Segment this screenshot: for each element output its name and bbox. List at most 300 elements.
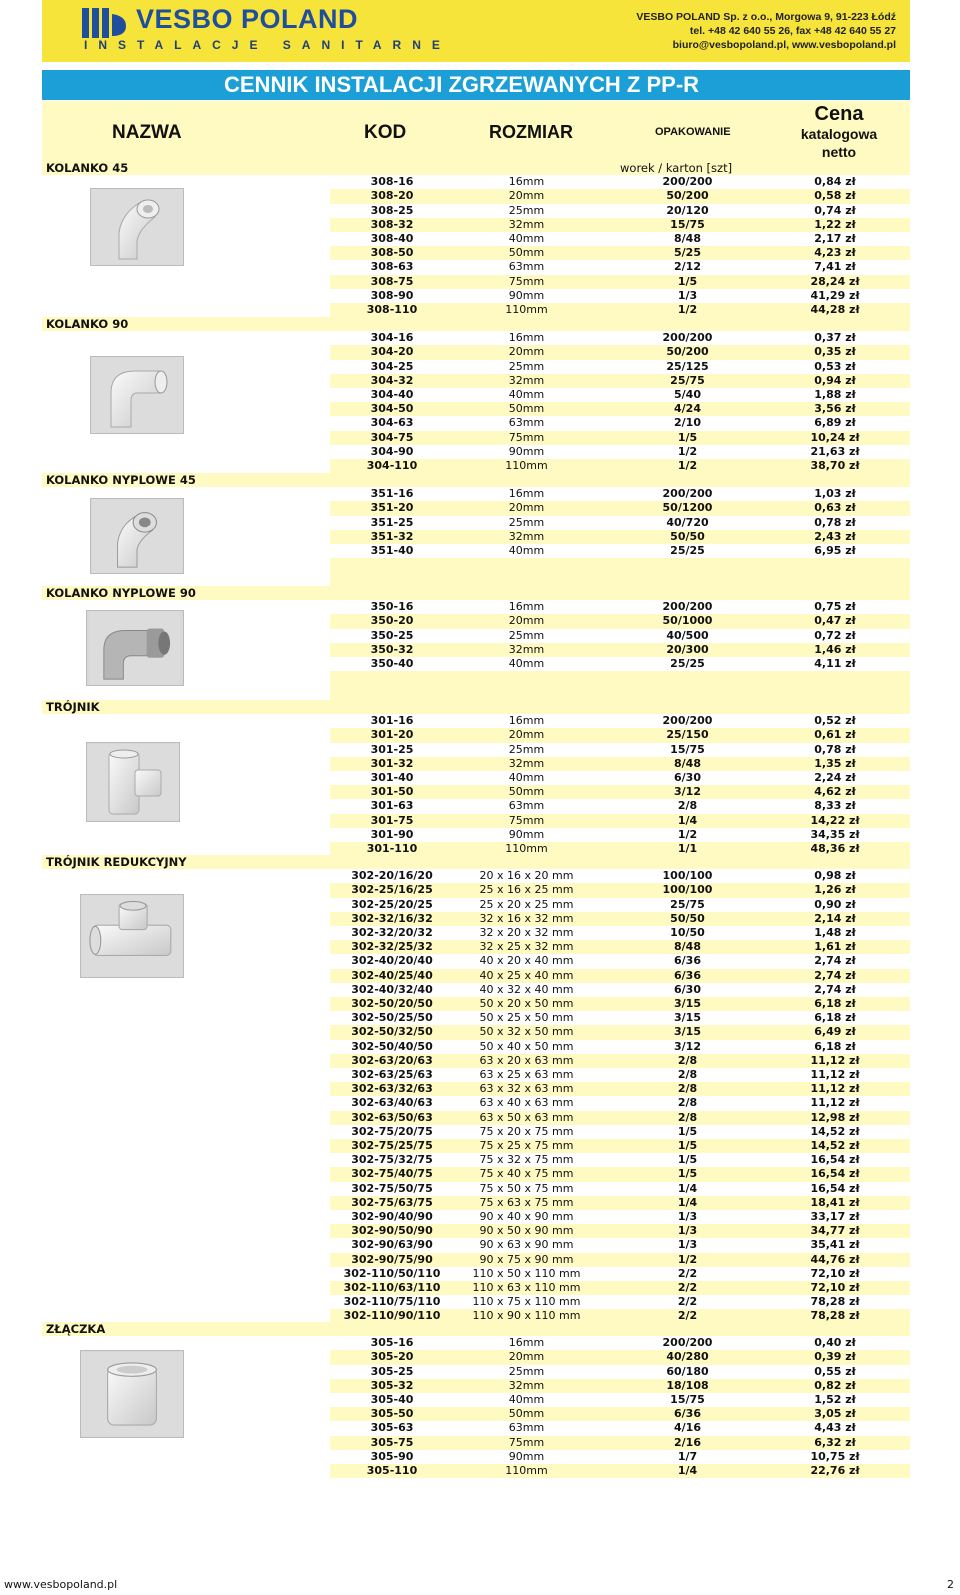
price: 78,28 zł [810, 1309, 860, 1323]
product-size: 110 x 75 x 110 mm [472, 1295, 581, 1309]
product-size: 16mm [508, 600, 545, 614]
table-row [330, 629, 910, 643]
product-code: 302-25/20/25 [351, 897, 433, 911]
product-code: 302-25/16/25 [351, 883, 433, 897]
product-code: 305-25 [370, 1364, 414, 1378]
section-header [42, 161, 910, 175]
packaging: 6/36 [674, 954, 701, 968]
packaging: 2/2 [677, 1281, 698, 1294]
product-code: 302-63/50/63 [351, 1110, 433, 1124]
nipple-elbow-90-icon [87, 611, 183, 685]
table-row [330, 189, 910, 203]
table-row [330, 416, 910, 430]
packaging: 1/2 [677, 1252, 698, 1266]
packaging: 2/8 [677, 1053, 698, 1067]
price: 28,24 zł [810, 274, 860, 288]
table-row [330, 1464, 910, 1478]
price: 1,48 zł [814, 926, 856, 939]
product-code: 302-75/20/75 [351, 1124, 433, 1138]
company-address: VESBO POLAND Sp. z o.o., Morgowa 9, 91-223 Łódź [636, 11, 896, 23]
product-code: 302-32/20/32 [351, 926, 433, 939]
elbow-90-fitting-icon [91, 357, 183, 433]
product-code: 304-25 [370, 359, 414, 373]
price: 44,76 zł [810, 1252, 860, 1266]
table-row [330, 1295, 910, 1309]
product-size: 16mm [508, 175, 545, 189]
packaging: 100/100 [662, 883, 713, 897]
table-row [330, 1393, 910, 1407]
table-row [330, 912, 910, 926]
product-code: 302-75/25/75 [351, 1139, 433, 1152]
table-row [330, 799, 910, 813]
product-image [90, 498, 184, 574]
product-size: 90mm [508, 444, 545, 458]
table-row [330, 516, 910, 530]
product-size: 90 x 40 x 90 mm [479, 1210, 574, 1223]
section-name: KOLANKO NYPLOWE 45 [46, 473, 196, 487]
product-size: 63mm [508, 260, 545, 274]
table-row [330, 1167, 910, 1181]
table-row [330, 289, 910, 303]
price: 16,54 zł [810, 1167, 860, 1181]
packaging: 6/30 [674, 771, 701, 784]
price: 0,90 zł [814, 897, 856, 911]
product-size: 40 x 25 x 40 mm [479, 968, 574, 982]
product-code: 305-110 [366, 1464, 418, 1477]
price: 48,36 zł [810, 842, 860, 855]
product-size: 50 x 20 x 50 mm [479, 997, 574, 1010]
product-code: 308-20 [370, 189, 414, 203]
product-size: 32mm [508, 529, 545, 543]
table-row [330, 600, 910, 614]
table-row [330, 657, 910, 671]
packaging: 1/5 [677, 1139, 698, 1152]
product-code: 301-32 [370, 756, 414, 770]
footer-website[interactable]: www.vesbopoland.pl [4, 1578, 118, 1591]
company-email: biuro@vesbopoland.pl, www.vesbopoland.pl [672, 39, 896, 51]
table-row [330, 218, 910, 232]
table-row [330, 1153, 910, 1167]
product-code: 301-40 [370, 771, 414, 784]
packaging: 25/75 [670, 373, 705, 387]
product-size: 20mm [508, 1350, 545, 1364]
price: 14,52 zł [810, 1139, 860, 1152]
packaging: 10/50 [670, 926, 705, 939]
table-row [330, 275, 910, 289]
packaging: 2/8 [677, 799, 698, 813]
product-size: 32 x 16 x 32 mm [479, 911, 574, 925]
product-size: 32mm [508, 642, 545, 656]
product-size: 32mm [508, 1378, 545, 1392]
product-code: 308-40 [370, 232, 414, 245]
product-size: 110mm [505, 459, 548, 472]
product-code: 308-110 [366, 303, 418, 316]
product-size: 75 x 25 x 75 mm [479, 1139, 574, 1152]
price: 0,58 zł [814, 189, 856, 203]
product-code: 304-90 [370, 444, 414, 458]
product-code: 302-75/32/75 [351, 1153, 433, 1167]
product-code: 302-50/20/50 [351, 997, 433, 1010]
product-code: 308-16 [370, 175, 414, 189]
price: 2,43 zł [814, 529, 856, 543]
product-size: 40mm [508, 771, 545, 784]
product-code: 302-110/75/110 [343, 1295, 441, 1309]
product-size: 63mm [508, 1421, 545, 1435]
product-code: 350-40 [370, 657, 414, 670]
header-banner [42, 0, 910, 62]
product-code: 302-40/20/40 [351, 954, 433, 968]
section-header [42, 1322, 910, 1336]
product-code: 304-16 [370, 331, 414, 345]
packaging-unit-label: worek / karton [szt] [620, 161, 733, 175]
product-size: 16mm [508, 487, 545, 501]
packaging: 2/8 [677, 1110, 698, 1124]
table-row [330, 926, 910, 940]
product-code: 350-20 [370, 614, 414, 628]
table-row [330, 828, 910, 842]
price: 6,49 zł [814, 1025, 856, 1039]
table-row [330, 303, 910, 317]
product-size: 40mm [508, 657, 545, 670]
product-size: 32mm [508, 756, 545, 770]
table-row [330, 331, 910, 345]
product-size: 50 x 32 x 50 mm [479, 1025, 574, 1039]
price: 34,35 zł [810, 827, 860, 841]
table-row [330, 1436, 910, 1450]
table-row [330, 1350, 910, 1364]
table-row [330, 232, 910, 246]
product-size: 50mm [508, 1407, 545, 1421]
table-row [330, 954, 910, 968]
packaging: 50/50 [670, 911, 705, 925]
packaging: 6/36 [674, 1407, 701, 1421]
product-size: 63 x 25 x 63 mm [479, 1068, 574, 1081]
packaging: 1/4 [677, 1464, 698, 1477]
packaging: 25/125 [666, 359, 709, 373]
tee-fitting-icon [87, 743, 179, 821]
page-number: 2 [947, 1578, 954, 1591]
table-row [330, 1281, 910, 1295]
table-row [330, 1125, 910, 1139]
packaging: 3/15 [674, 1025, 701, 1039]
table-row [330, 1224, 910, 1238]
price: 1,46 zł [814, 642, 856, 656]
price: 0,94 zł [814, 373, 856, 387]
column-header-nazwa: NAZWA [112, 122, 182, 143]
product-code: 350-25 [370, 628, 414, 642]
packaging: 8/48 [674, 232, 701, 245]
section-header [42, 473, 910, 487]
product-size: 16mm [508, 1336, 545, 1350]
packaging: 3/15 [674, 1011, 701, 1025]
packaging: 2/12 [674, 260, 701, 274]
price: 0,39 zł [814, 1350, 856, 1364]
table-row [330, 1068, 910, 1082]
product-code: 308-90 [370, 288, 414, 302]
table-row [330, 1025, 910, 1039]
table-row [330, 714, 910, 728]
table-row [330, 997, 910, 1011]
product-size: 25 x 20 x 25 mm [479, 897, 574, 911]
product-size: 63 x 32 x 63 mm [479, 1082, 574, 1096]
packaging: 40/720 [666, 515, 709, 529]
product-code: 305-50 [370, 1407, 414, 1421]
product-code: 302-40/25/40 [351, 968, 433, 982]
vesbo-logo-icon [82, 6, 128, 40]
table-row [330, 501, 910, 515]
price: 0,40 zł [814, 1336, 856, 1350]
packaging: 2/2 [677, 1295, 698, 1309]
packaging: 50/200 [666, 345, 709, 359]
product-size: 90 x 75 x 90 mm [479, 1252, 574, 1266]
table-row [330, 1407, 910, 1421]
price: 34,77 zł [810, 1224, 860, 1238]
price: 0,78 zł [814, 515, 856, 529]
product-code: 301-25 [370, 742, 414, 756]
product-size: 20mm [508, 345, 545, 359]
product-size: 110mm [505, 1464, 548, 1477]
price: 1,26 zł [814, 883, 856, 897]
table-row [330, 388, 910, 402]
product-size: 20 x 16 x 20 mm [479, 869, 574, 883]
product-size: 50 x 25 x 50 mm [479, 1011, 574, 1025]
table-row [330, 1210, 910, 1224]
table-row [330, 1139, 910, 1153]
product-size: 75 x 32 x 75 mm [479, 1153, 574, 1167]
price: 0,47 zł [814, 614, 856, 628]
table-row [330, 1336, 910, 1350]
table-row [330, 345, 910, 359]
packaging: 2/2 [677, 1266, 698, 1280]
table-row [330, 530, 910, 544]
reducing-tee-icon [81, 895, 183, 977]
product-size: 20mm [508, 728, 545, 742]
price: 0,72 zł [814, 628, 856, 642]
packaging: 3/12 [674, 1039, 701, 1053]
section-header [42, 317, 910, 331]
product-code: 305-40 [370, 1393, 414, 1406]
section-name: KOLANKO 90 [46, 317, 129, 331]
product-image [80, 894, 184, 978]
table-row [330, 1011, 910, 1025]
price: 72,10 zł [810, 1281, 860, 1294]
packaging: 15/75 [670, 742, 705, 756]
product-size: 63 x 40 x 63 mm [479, 1096, 574, 1110]
table-row [330, 1253, 910, 1267]
packaging: 4/24 [674, 402, 701, 416]
packaging: 1/3 [677, 288, 698, 302]
page-title-bar [42, 70, 910, 100]
column-header-rozmiar: ROZMIAR [489, 122, 573, 142]
column-header-cena-netto: netto [821, 144, 857, 160]
product-size: 63mm [508, 416, 545, 430]
product-code: 301-16 [370, 714, 414, 728]
table-row [330, 402, 910, 416]
section-name: ZŁĄCZKA [46, 1322, 106, 1336]
price: 21,63 zł [810, 444, 860, 458]
packaging: 25/75 [670, 897, 705, 911]
price: 16,54 zł [810, 1181, 860, 1195]
packaging: 1/2 [677, 303, 698, 316]
price: 14,52 zł [810, 1124, 860, 1138]
product-size: 90mm [508, 827, 545, 841]
table-row [330, 1379, 910, 1393]
table-row [330, 1450, 910, 1464]
packaging: 1/4 [677, 813, 698, 827]
packaging: 1/5 [677, 1153, 698, 1167]
product-code: 302-90/50/90 [351, 1224, 433, 1238]
price: 10,24 zł [810, 430, 860, 444]
packaging: 200/200 [662, 600, 713, 614]
packaging: 20/300 [666, 642, 709, 656]
table-row [330, 743, 910, 757]
packaging: 6/30 [674, 982, 701, 996]
packaging: 200/200 [662, 175, 713, 189]
product-code: 304-63 [370, 416, 414, 430]
product-size: 75mm [508, 1435, 545, 1449]
product-code: 302-50/32/50 [351, 1025, 433, 1039]
price: 1,61 zł [814, 940, 856, 954]
packaging: 25/25 [670, 657, 705, 670]
price: 0,84 zł [814, 175, 856, 189]
product-code: 305-75 [370, 1435, 414, 1449]
table-row [330, 898, 910, 912]
product-image [90, 188, 184, 266]
table-row [330, 1096, 910, 1110]
product-code: 305-16 [370, 1336, 414, 1350]
elbow-45-fitting-icon [91, 189, 183, 265]
price: 2,74 zł [814, 954, 856, 968]
packaging: 25/25 [670, 544, 705, 557]
product-size: 32 x 25 x 32 mm [479, 940, 574, 954]
column-header-cena-katalogowa: katalogowa [800, 126, 878, 142]
spacer-row [330, 558, 910, 572]
product-code: 302-50/25/50 [351, 1011, 433, 1025]
price: 35,41 zł [810, 1238, 860, 1252]
table-row [330, 969, 910, 983]
product-size: 32 x 20 x 32 mm [479, 926, 574, 939]
price: 4,23 zł [814, 246, 856, 260]
packaging: 1/5 [677, 1124, 698, 1138]
table-row [330, 983, 910, 997]
product-code: 304-75 [370, 430, 414, 444]
product-code: 308-25 [370, 203, 414, 217]
price: 1,88 zł [814, 388, 856, 401]
price: 4,11 zł [814, 657, 856, 670]
price: 44,28 zł [810, 303, 860, 316]
product-code: 304-20 [370, 345, 414, 359]
company-info [636, 10, 896, 52]
spacer-row [330, 685, 910, 699]
price: 6,18 zł [814, 1039, 856, 1053]
price: 0,53 zł [814, 359, 856, 373]
price: 6,18 zł [814, 997, 856, 1010]
table-row [330, 1054, 910, 1068]
product-size: 75mm [508, 430, 545, 444]
product-size: 50 x 40 x 50 mm [479, 1039, 574, 1053]
product-code: 302-110/63/110 [343, 1281, 441, 1294]
table-row [330, 757, 910, 771]
product-size: 63 x 20 x 63 mm [479, 1053, 574, 1067]
product-code: 304-110 [366, 459, 418, 472]
table-row [330, 1238, 910, 1252]
product-size: 40 x 20 x 40 mm [479, 954, 574, 968]
table-row [330, 1040, 910, 1054]
price: 0,75 zł [814, 600, 856, 614]
table-row [330, 883, 910, 897]
product-size: 75 x 50 x 75 mm [479, 1181, 574, 1195]
packaging: 50/50 [670, 529, 705, 543]
product-size: 110mm [505, 303, 548, 316]
product-code: 301-110 [366, 842, 418, 855]
packaging: 15/75 [670, 1393, 705, 1406]
table-row [330, 175, 910, 189]
table-row [330, 940, 910, 954]
price: 11,12 zł [810, 1082, 860, 1096]
spacer-row [330, 671, 910, 685]
packaging: 50/1200 [662, 501, 713, 515]
table-row [330, 260, 910, 274]
packaging: 1/5 [677, 1167, 698, 1181]
product-size: 110mm [505, 842, 548, 855]
packaging: 1/2 [677, 459, 698, 472]
price: 2,74 zł [814, 982, 856, 996]
product-code: 305-63 [370, 1421, 414, 1435]
price: 41,29 zł [810, 288, 860, 302]
packaging: 6/36 [674, 968, 701, 982]
table-row [330, 360, 910, 374]
product-code: 308-63 [370, 260, 414, 274]
product-size: 40mm [508, 232, 545, 245]
price: 6,18 zł [814, 1011, 856, 1025]
product-code: 302-63/32/63 [351, 1082, 433, 1096]
product-size: 25mm [508, 742, 545, 756]
price: 6,89 zł [814, 416, 856, 430]
product-code: 302-50/40/50 [351, 1039, 433, 1053]
coupling-fitting-icon [81, 1351, 183, 1437]
price: 0,78 zł [814, 742, 856, 756]
price: 7,41 zł [814, 260, 856, 274]
product-image [86, 742, 180, 822]
product-size: 50mm [508, 402, 545, 416]
table-row [330, 431, 910, 445]
table-row [330, 1082, 910, 1096]
table-row [330, 246, 910, 260]
price: 4,43 zł [814, 1421, 856, 1435]
packaging: 5/25 [674, 246, 701, 260]
product-code: 302-90/40/90 [351, 1210, 433, 1223]
product-code: 305-32 [370, 1378, 414, 1392]
price: 2,17 zł [814, 232, 856, 245]
product-code: 302-63/25/63 [351, 1068, 433, 1081]
section-header [42, 586, 910, 600]
table-row [330, 771, 910, 785]
product-size: 75mm [508, 813, 545, 827]
packaging: 2/2 [677, 1309, 698, 1323]
packaging: 1/4 [677, 1195, 698, 1209]
packaging: 200/200 [662, 1336, 713, 1350]
price: 4,62 zł [814, 785, 856, 799]
packaging: 3/12 [674, 785, 701, 799]
product-size: 25mm [508, 1364, 545, 1378]
product-size: 20mm [508, 189, 545, 203]
product-code: 302-90/63/90 [351, 1238, 433, 1252]
table-row [330, 487, 910, 501]
packaging: 2/8 [677, 1082, 698, 1096]
product-size: 50mm [508, 785, 545, 799]
price: 11,12 zł [810, 1053, 860, 1067]
price: 14,22 zł [810, 813, 860, 827]
